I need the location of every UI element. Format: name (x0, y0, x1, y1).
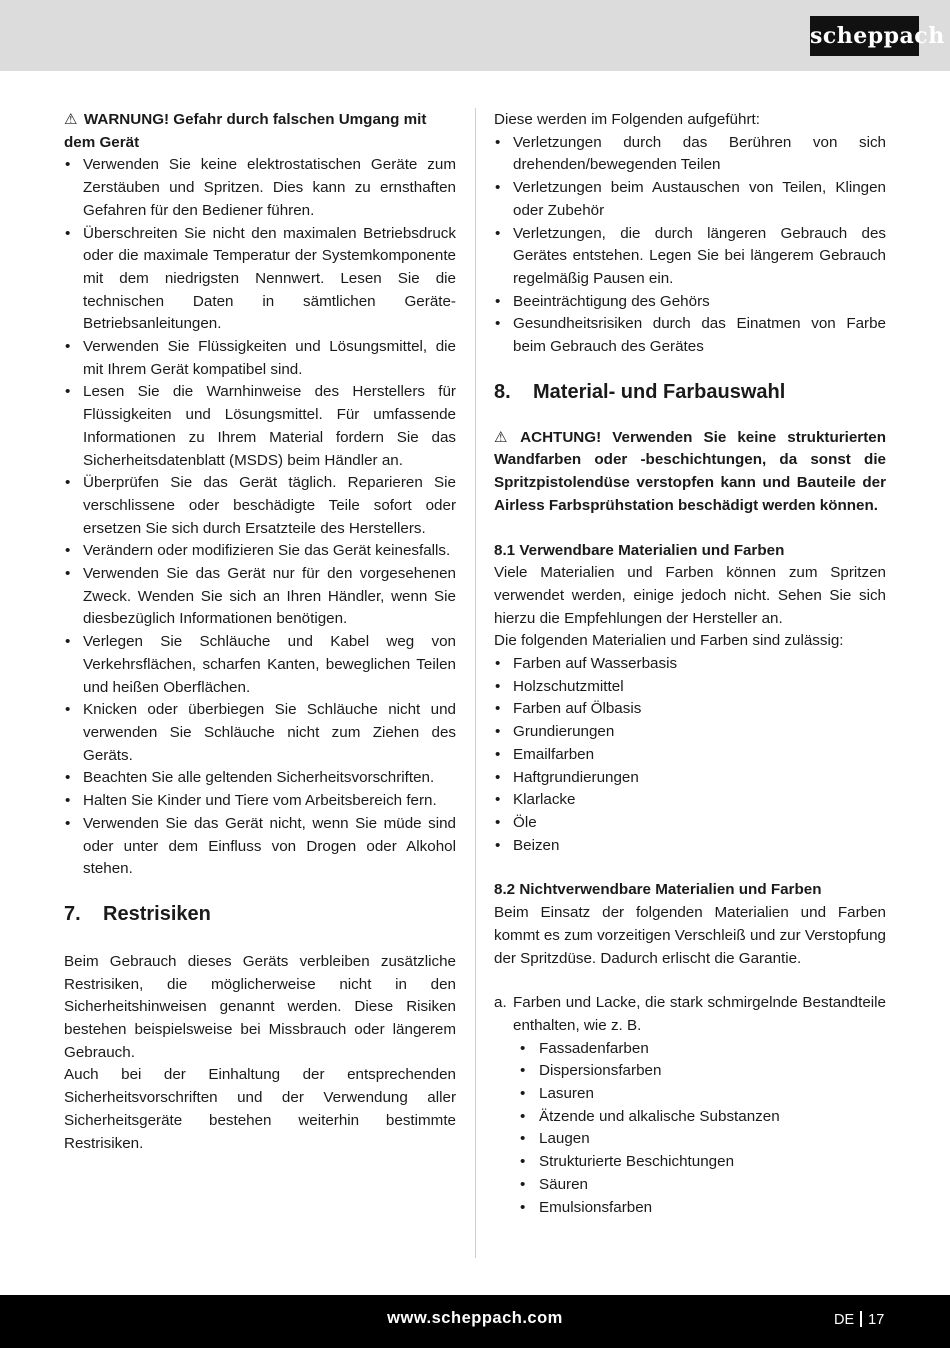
list-item: • Haftgrundierungen (494, 767, 886, 790)
separator (860, 1311, 862, 1327)
list-item: • Säuren (519, 1174, 886, 1197)
header-band (0, 0, 950, 71)
list-item: • Verlegen Sie Schläuche und Kabel weg von Verkehrsflächen, scharfen Kanten, beweglichen Teilen und heißen Oberflächen. (64, 631, 456, 699)
section-7-heading (64, 901, 456, 927)
page-number: 17 (868, 1312, 885, 1328)
list-item: • Gesundheitsrisiken durch das Einatmen von Farbe beim Gebrauch des Gerätes (494, 313, 886, 358)
section-number: 8. (494, 380, 511, 403)
list-item: • Emulsionsfarben (519, 1197, 886, 1220)
alpha-list-item (494, 992, 886, 1037)
list-item: • Emailfarben (494, 744, 886, 767)
list-item: • Beachten Sie alle geltenden Sicherheitsvorschriften. (64, 767, 456, 790)
list-item: • Überschreiten Sie nicht den maximalen Betriebsdruck oder die maximale Temperatur der Systemkomponente mit dem niedrigsten Nennwert. Lesen Sie die technischen Daten in sämtlichen Geräte-Betriebsanleitungen. (64, 223, 456, 337)
list-item: • Strukturierte Beschichtungen (519, 1151, 886, 1174)
subsection-8-1-paragraph: Viele Materialien und Farben können zum Spritzen verwendet werden, einige jedoch nicht. Sehen Sie sich hierzu die Empfehlungen der Hersteller an. (494, 564, 886, 627)
list-item: • Öle (494, 812, 886, 835)
attention-text: ACHTUNG! Verwenden Sie keine strukturierten Wandfarben oder -beschichtungen, da sonst die Spritzpistolendüse verstopfen kann und Bauteile der Airless Farbsprühstation beschädigt werden können. (494, 428, 886, 514)
list-item: • Knicken oder überbiegen Sie Schläuche nicht und verwenden Sie Schläuche nicht zum Ziehen des Geräts. (64, 699, 456, 767)
subsection-8-2-paragraph: Beim Einsatz der folgenden Materialien und Farben kommt es zum vorzeitigen Verschleiß und zur Verstopfung der Spritzdüse. Dadurch erlischt die Garantie. (494, 904, 886, 967)
list-item: • Klarlacke (494, 789, 886, 812)
list-item: • Holzschutzmittel (494, 676, 886, 699)
list-item: • Farben auf Ölbasis (494, 698, 886, 721)
list-item: • Lasuren (519, 1083, 886, 1106)
warning-list (64, 154, 456, 881)
list-item: • Verletzungen beim Austauschen von Teilen, Klingen oder Zubehör (494, 177, 886, 222)
attention-notice (494, 427, 886, 518)
list-item: • Laugen (519, 1128, 886, 1151)
page-footer (0, 1295, 950, 1348)
section-7-paragraph-1: Beim Gebrauch dieses Geräts verbleiben zusätzliche Restrisiken, die möglicherweise nicht in den Sicherheitshinweisen genannt werden. Diese Risiken bestehen beispielsweise bei Missbrauch oder längerem Gebrauch. (64, 952, 456, 1061)
column-divider (475, 108, 476, 1258)
page-indicator (834, 1311, 884, 1328)
website-link[interactable]: www.scheppach.com (387, 1309, 563, 1327)
brand-logo: scheppach (810, 16, 919, 56)
section-8-heading (494, 379, 886, 405)
language-code: DE (834, 1312, 855, 1328)
list-item: • Verletzungen, die durch längeren Gebrauch des Gerätes entstehen. Legen Sie bei längerem Gebrauch regelmäßig Pausen ein. (494, 223, 886, 291)
list-item: • Grundierungen (494, 721, 886, 744)
section-number: 7. (64, 902, 81, 925)
list-item: • Lesen Sie die Warnhinweise des Herstellers für Flüssigkeiten und Lösungsmittel. Für umfassende Informationen zu Ihrem Material fordern Sie das Sicherheitsdatenblatt (MSDS) beim Händler an. (64, 381, 456, 472)
list-item: • Dispersionsfarben (519, 1060, 886, 1083)
forbidden-materials-list (519, 1038, 886, 1220)
section-title: Restrisiken (103, 902, 211, 925)
right-column (494, 109, 886, 1219)
list-item: • Verletzungen durch das Berühren von sich drehenden/bewegenden Teilen (494, 132, 886, 177)
risks-intro: Diese werden im Folgenden aufgeführt: (494, 111, 760, 128)
allowed-intro: Die folgenden Materialien und Farben sind zulässig: (494, 632, 844, 650)
allowed-materials-list (494, 653, 886, 857)
warning-heading (64, 109, 456, 154)
list-item: • Verwenden Sie das Gerät nicht, wenn Sie müde sind oder unter dem Einfluss von Drogen oder Alkohol stehen. (64, 813, 456, 881)
list-item: • Verändern oder modifizieren Sie das Gerät keinesfalls. (64, 540, 456, 563)
list-item: • Halten Sie Kinder und Tiere vom Arbeitsbereich fern. (64, 790, 456, 813)
risk-list (494, 132, 886, 359)
list-item: • Farben auf Wasserbasis (494, 653, 886, 676)
warning-triangle-icon: ⚠ (494, 428, 508, 446)
list-item: • Überprüfen Sie das Gerät täglich. Reparieren Sie verschlissene oder beschädigte Teile sofort oder ersetzen Sie sich durch Ersatzteile des Herstellers. (64, 472, 456, 540)
list-item: • Ätzende und alkalische Substanzen (519, 1106, 886, 1129)
subsection-8-1-title: 8.1 Verwendbare Materialien und Farben (494, 541, 785, 559)
alpha-marker: a. (494, 994, 507, 1012)
left-column (64, 109, 456, 1155)
list-item: • Verwenden Sie Flüssigkeiten und Lösungsmittel, die mit Ihrem Gerät kompatibel sind. (64, 336, 456, 381)
subsection-8-2-title: 8.2 Nichtverwendbare Materialien und Farben (494, 881, 822, 899)
warning-triangle-icon: ⚠ (64, 111, 78, 128)
alpha-text: Farben und Lacke, die stark schmirgelnde Bestandteile enthalten, wie z. B. (513, 994, 886, 1034)
section-7-paragraph-2: Auch bei der Einhaltung der entsprechenden Sicherheitsvorschriften und der Verwendung aller Sicherheitsgeräte bestehen weiterhin bestimmte Restrisiken. (64, 1066, 456, 1152)
warning-title: WARNUNG! Gefahr durch falschen Umgang mit dem Gerät (64, 111, 427, 151)
list-item: • Beeinträchtigung des Gehörs (494, 291, 886, 314)
list-item: • Fassadenfarben (519, 1038, 886, 1061)
list-item: • Beizen (494, 835, 886, 858)
section-title: Material- und Farbauswahl (533, 380, 786, 403)
list-item: • Verwenden Sie keine elektrostatischen Geräte zum Zerstäuben und Spritzen. Dies kann zu ernsthaften Gefahren für den Bediener führen. (64, 154, 456, 222)
list-item: • Verwenden Sie das Gerät nur für den vorgesehenen Zweck. Wenden Sie sich an Ihren Händler, wenn Sie diesbezüglich Informationen benötigen. (64, 563, 456, 631)
